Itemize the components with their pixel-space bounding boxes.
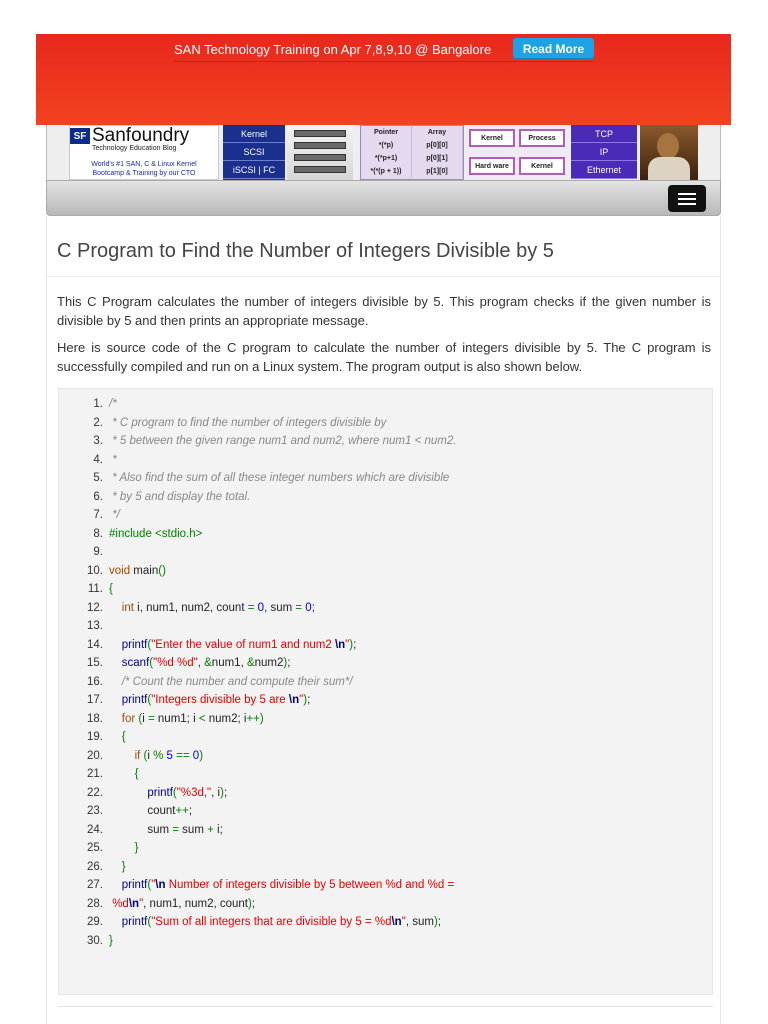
logo-mark: SF xyxy=(70,128,90,144)
code-token: = xyxy=(172,823,179,836)
code-token xyxy=(109,842,135,854)
line-number: 26. xyxy=(87,860,103,873)
code-token: " xyxy=(345,638,350,651)
code-token xyxy=(109,879,122,891)
code-token: void xyxy=(109,564,131,577)
line-number: 3. xyxy=(93,435,103,447)
code-line xyxy=(69,488,456,507)
code-token: ) xyxy=(433,916,438,928)
code-line xyxy=(69,895,456,914)
pointer-cell: p[0][1] xyxy=(412,152,463,165)
code-line xyxy=(69,765,456,784)
code-token: " xyxy=(151,879,156,891)
code-token: Number of integers divisible by 5 between %d and %d = xyxy=(165,879,455,891)
storage-links xyxy=(223,125,285,180)
code-token xyxy=(109,731,122,743)
code-line xyxy=(69,858,456,877)
line-number: 18. xyxy=(87,712,103,725)
code-token: \n xyxy=(155,879,166,891)
line-number: 27. xyxy=(87,879,103,891)
code-token: } xyxy=(109,934,113,947)
photo-body xyxy=(648,157,690,180)
code-token: 5 xyxy=(166,749,173,762)
code-line xyxy=(69,506,456,525)
read-more-button[interactable]: Read More xyxy=(513,38,594,60)
code-line xyxy=(69,654,456,673)
code-token: { xyxy=(109,583,113,595)
code-token: sum xyxy=(109,823,173,836)
line-number: 9. xyxy=(93,546,103,558)
code-token: ; xyxy=(251,897,256,910)
code-token: * C program to find the number of integers divisible by xyxy=(109,416,387,429)
code-token: ) xyxy=(199,749,204,762)
pointer-array-table[interactable] xyxy=(360,125,464,180)
banner-link-scsi[interactable]: SCSI xyxy=(223,143,285,161)
code-line xyxy=(69,784,456,803)
code-line xyxy=(69,691,456,710)
code-token: = xyxy=(148,712,155,725)
code-token: sum xyxy=(178,823,208,836)
code-token: /* xyxy=(109,398,117,410)
line-number: 17. xyxy=(87,694,103,706)
code-line xyxy=(69,580,456,599)
code-token xyxy=(109,639,122,651)
code-token: ++) xyxy=(246,712,264,725)
code-token: ; xyxy=(437,916,441,928)
code-token: 0 xyxy=(305,601,312,614)
line-number: 5. xyxy=(93,472,103,484)
code-line xyxy=(69,617,456,636)
line-number: 7. xyxy=(93,509,103,521)
line-number: 8. xyxy=(93,527,103,540)
code-token: i, num1, num2, count xyxy=(133,601,248,614)
code-token: ( xyxy=(149,657,154,669)
code-token: \n xyxy=(128,897,140,910)
line-number: 12. xyxy=(87,601,103,614)
code-token: " xyxy=(299,694,304,706)
code-line xyxy=(69,432,456,451)
code-line xyxy=(69,673,456,692)
pointer-cell: p[0][0] xyxy=(412,139,463,152)
code-token: "%d %d" xyxy=(153,657,198,669)
code-token: = xyxy=(295,601,303,614)
code-token: 0 xyxy=(192,749,200,762)
code-token: "%3d," xyxy=(176,786,212,799)
article xyxy=(46,216,721,1024)
announcement-text[interactable]: SAN Technology Training on Apr 7,8,9,10 @ Bangalore xyxy=(174,41,492,57)
photo-head xyxy=(657,133,679,159)
pointer-cell: Pointer xyxy=(361,126,412,139)
rack-unit xyxy=(294,166,346,173)
code-token: ; xyxy=(307,694,311,706)
code-token: ; xyxy=(287,657,291,669)
code-line xyxy=(69,710,456,729)
site-banner xyxy=(46,125,721,180)
line-number: 25. xyxy=(87,842,103,854)
code-token: * 5 between the given range num1 and num2, where num1 < num2. xyxy=(109,435,457,447)
code-token: ++ xyxy=(175,805,189,817)
code-token: #include <stdio.h> xyxy=(109,527,203,540)
code-token xyxy=(109,602,122,614)
announcement xyxy=(174,38,594,62)
intro-paragraph: This C Program calculates the number of integers divisible by 5. This program checks if the given number is divisible by 5 and then prints an appropriate message. xyxy=(57,294,711,328)
pointer-cell: *(*(p + 1)) xyxy=(361,165,412,178)
pointer-cell: Array xyxy=(412,126,463,139)
code-token: printf xyxy=(121,916,148,928)
divider xyxy=(47,276,720,277)
pointer-row xyxy=(361,152,463,165)
code-token: , num1, num2, count xyxy=(143,897,248,910)
code-token: num2; i xyxy=(205,712,247,725)
code-token: ) xyxy=(283,657,288,669)
code-token: * by 5 and display the total. xyxy=(109,490,251,503)
site-logo[interactable] xyxy=(69,125,219,180)
logo-tagline: Bootcamp & Training by our CTO xyxy=(92,170,196,177)
code-token: ( xyxy=(147,638,152,651)
code-token: " xyxy=(139,897,144,910)
kernel-box: Kernel xyxy=(519,157,565,175)
code-token: i xyxy=(142,712,148,725)
code-line xyxy=(69,451,456,470)
code-token: , i xyxy=(211,786,221,799)
code-token: ( xyxy=(143,749,148,762)
code-token xyxy=(109,694,122,706)
code-line xyxy=(69,599,456,618)
code-token: scanf xyxy=(121,657,150,669)
code-token: == xyxy=(176,749,190,762)
code-line xyxy=(69,876,456,895)
code-token: , xyxy=(197,657,205,669)
rack-unit xyxy=(294,154,346,161)
code-token: /* Count the number and compute their sum*/ xyxy=(121,675,353,688)
code-line xyxy=(69,821,456,840)
process-box: Process xyxy=(519,129,565,147)
code-token: ; xyxy=(223,786,228,799)
code-token: { xyxy=(121,731,126,743)
code-token: \n xyxy=(391,916,402,928)
code-token: num1; i xyxy=(154,712,199,725)
network-links xyxy=(571,125,637,180)
code-line xyxy=(69,525,456,544)
code-token: , sum xyxy=(264,601,296,614)
line-number: 15. xyxy=(87,657,103,669)
pointer-row xyxy=(361,139,463,152)
banner-link-tcp[interactable]: TCP xyxy=(571,125,637,143)
code-token: num1, xyxy=(211,657,247,669)
logo-tagline: World's #1 SAN, C & Linux Kernel xyxy=(91,161,197,168)
code-token: () xyxy=(158,564,166,577)
code-token: ( xyxy=(147,916,152,928)
code-token: main xyxy=(130,564,159,577)
banner-link-kernel[interactable]: Kernel xyxy=(223,125,285,143)
pointer-cell: *(*p) xyxy=(361,139,412,152)
server-rack-image[interactable] xyxy=(287,125,353,180)
code-token: printf xyxy=(121,638,148,651)
code-line xyxy=(69,543,456,562)
line-number: 6. xyxy=(93,490,103,503)
code-token: ) xyxy=(303,694,308,706)
pointer-row xyxy=(361,126,463,139)
code-token: + xyxy=(207,823,214,836)
code-token: { xyxy=(134,768,139,780)
line-number: 4. xyxy=(93,453,103,466)
code-token: \n xyxy=(288,694,300,706)
code-token: \n xyxy=(334,638,346,651)
pointer-row xyxy=(361,165,463,178)
line-number: 19. xyxy=(87,731,103,743)
code-token: } xyxy=(134,842,139,854)
code-token: } xyxy=(121,860,126,873)
line-number: 22. xyxy=(87,786,103,799)
code-token: ) xyxy=(349,638,354,651)
pointer-cell: p[1][0] xyxy=(412,165,463,178)
code-token: ) xyxy=(248,897,252,910)
code-line xyxy=(69,802,456,821)
line-number: 28. xyxy=(87,897,103,910)
pointer-cell: *(*p+1) xyxy=(361,152,412,165)
code-token: count xyxy=(109,805,176,817)
code-line xyxy=(69,747,456,766)
code-token: ; xyxy=(353,638,357,651)
code-token: & xyxy=(246,657,255,669)
rack-unit xyxy=(294,130,346,137)
line-number: 29. xyxy=(87,916,103,928)
code-token xyxy=(109,861,122,873)
source-description-paragraph: Here is source code of the C program to calculate the number of integers divisible by 5. The C program is successfully compiled and run on a Linux system. The program output is also shown below. xyxy=(57,340,711,374)
hamburger-menu-icon[interactable] xyxy=(668,185,706,212)
code-token: & xyxy=(204,657,212,669)
rack-unit xyxy=(294,142,346,149)
code-line xyxy=(69,562,456,581)
code-lines xyxy=(69,395,456,950)
code-token: = xyxy=(247,601,255,614)
logo-name: Sanfoundry xyxy=(92,125,190,146)
line-number: 24. xyxy=(87,823,103,836)
line-number: 11. xyxy=(87,583,103,595)
code-token: * xyxy=(109,453,117,466)
code-token: 0 xyxy=(257,601,265,614)
code-token: % xyxy=(153,749,164,762)
code-token: num2 xyxy=(254,657,284,669)
code-token: " xyxy=(401,916,406,928)
logo-subtitle: Technology Education Blog xyxy=(92,145,177,152)
code-line xyxy=(69,469,456,488)
banner-link-ethernet[interactable]: Ethernet xyxy=(571,161,637,179)
code-line xyxy=(69,932,456,951)
code-token: printf xyxy=(121,694,148,706)
code-token: , sum xyxy=(405,916,434,928)
kernel-diagram[interactable] xyxy=(467,125,567,180)
code-token: */ xyxy=(109,509,120,521)
code-token: %d xyxy=(109,897,129,910)
line-number: 30. xyxy=(87,934,103,947)
code-token: "Integers divisible by 5 are xyxy=(151,694,289,706)
divider xyxy=(58,1006,713,1007)
line-number: 10. xyxy=(87,564,103,577)
code-token xyxy=(109,768,135,780)
code-token: * Also find the sum of all these integer numbers which are divisible xyxy=(109,472,450,484)
code-token xyxy=(109,713,122,725)
line-number: 20. xyxy=(87,749,103,762)
code-token: ) xyxy=(220,786,224,799)
code-token xyxy=(109,657,122,669)
code-token: ( xyxy=(147,694,152,706)
code-token: ( xyxy=(147,879,152,891)
code-token xyxy=(109,750,135,762)
code-line xyxy=(69,913,456,932)
code-token: printf xyxy=(121,879,148,891)
line-number: 16. xyxy=(87,675,103,688)
page-title: C Program to Find the Number of Integers Divisible by 5 xyxy=(57,240,554,262)
code-token: < xyxy=(198,712,206,725)
line-number: 14. xyxy=(87,638,103,651)
line-number: 13. xyxy=(87,620,103,632)
code-token: if xyxy=(134,749,141,762)
code-line xyxy=(69,728,456,747)
code-line xyxy=(69,636,456,655)
line-number: 1. xyxy=(93,398,103,410)
code-token xyxy=(109,676,122,688)
code-token: i; xyxy=(213,823,223,836)
hardware-box: Hard ware xyxy=(469,157,515,175)
code-token: "Enter the value of num1 and num2 xyxy=(151,638,335,651)
code-token: ; xyxy=(188,805,193,817)
banner-link-ip[interactable]: IP xyxy=(571,143,637,161)
code-token: printf xyxy=(147,786,173,799)
code-token xyxy=(109,916,122,928)
code-token: int xyxy=(121,601,134,614)
code-token: for xyxy=(121,712,136,725)
navigation-bar xyxy=(46,180,721,216)
line-number: 2. xyxy=(93,416,103,429)
code-token: ; xyxy=(311,601,315,614)
banner-link-iscsi-fc[interactable]: iSCSI | FC xyxy=(223,161,285,179)
code-token: ( xyxy=(172,786,177,799)
code-token: ( xyxy=(138,712,143,725)
code-token: i xyxy=(147,749,154,762)
line-number: 21. xyxy=(87,768,103,780)
kernel-box: Kernel xyxy=(469,129,515,147)
code-line xyxy=(69,395,456,414)
code-line xyxy=(69,414,456,433)
code-token: "Sum of all integers that are divisible by 5 = %d xyxy=(151,916,392,928)
cto-photo[interactable] xyxy=(640,125,698,180)
code-block xyxy=(58,388,713,995)
line-number: 23. xyxy=(87,805,103,817)
code-token xyxy=(109,787,147,799)
code-line xyxy=(69,839,456,858)
